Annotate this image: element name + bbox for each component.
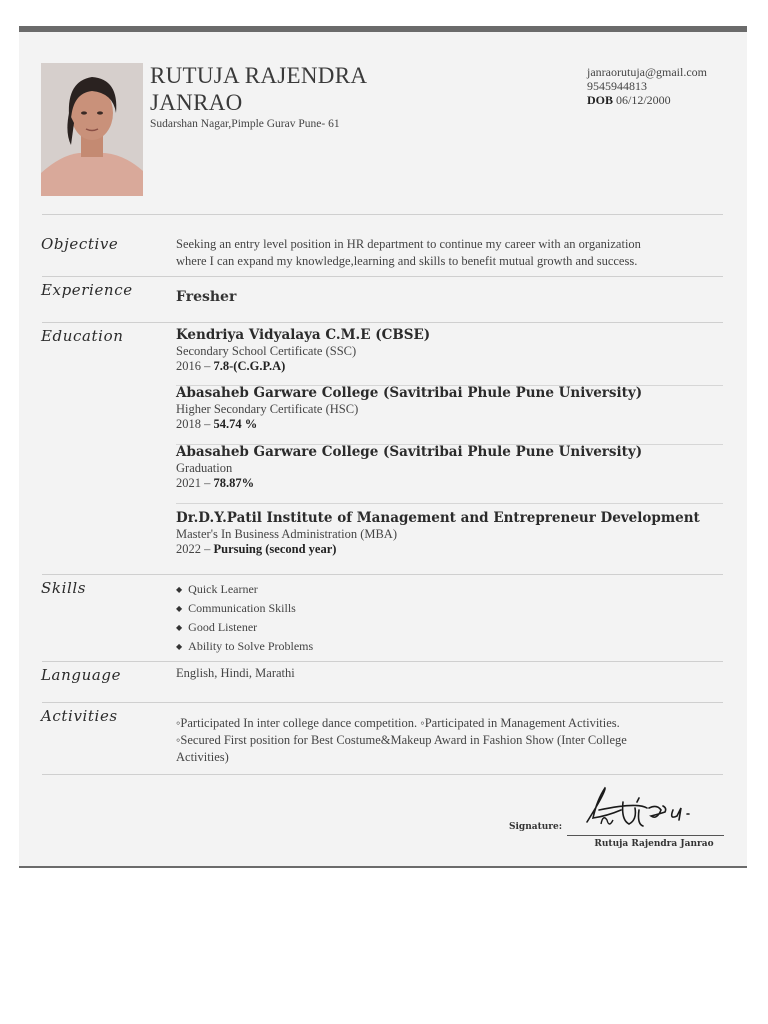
- divider: [42, 214, 723, 215]
- education-degree: Secondary School Certificate (SSC): [176, 344, 357, 358]
- bullet-icon: ◆: [176, 585, 183, 594]
- signature-name: Rutuja Rajendra Janrao: [594, 839, 714, 849]
- dob-value: 06/12/2000: [616, 93, 671, 107]
- email: janraorutuja@gmail.com: [587, 65, 708, 79]
- activities-line-3: Activities): [176, 750, 229, 764]
- skill-text: Communication Skills: [188, 601, 296, 615]
- education-year: [176, 359, 716, 374]
- education-degree: Higher Secondary Certificate (HSC): [176, 402, 359, 416]
- divider: [42, 774, 723, 775]
- skill-item: [176, 580, 313, 599]
- objective-text: [176, 236, 696, 270]
- skill-item: [176, 637, 313, 656]
- profile-photo: [41, 63, 143, 196]
- activities-text: [176, 715, 676, 766]
- language-label: Language: [41, 666, 122, 684]
- education-year-text: 2016 –: [176, 359, 211, 373]
- divider: [42, 574, 723, 575]
- signature-line: [567, 835, 724, 836]
- divider: [42, 322, 723, 323]
- skill-text: Quick Learner: [188, 582, 258, 596]
- signature-image: [577, 780, 717, 835]
- bullet-icon: ◆: [176, 642, 183, 651]
- education-institution: Kendriya Vidyalaya C.M.E (CBSE): [176, 327, 431, 343]
- skill-text: Ability to Solve Problems: [188, 639, 314, 653]
- signature-label: Signature:: [509, 822, 563, 832]
- education-degree: Master's In Business Administration (MBA): [176, 527, 397, 541]
- education-entry: [176, 384, 716, 432]
- objective-label: Objective: [41, 235, 119, 253]
- divider: [42, 276, 723, 277]
- education-divider: [176, 503, 723, 504]
- bullet-icon: ◆: [176, 604, 183, 613]
- dob-label: DOB: [587, 93, 614, 107]
- divider: [42, 661, 723, 662]
- education-year-text: 2021 –: [176, 476, 211, 490]
- education-degree: Graduation: [176, 461, 233, 475]
- education-year-text: 2022 –: [176, 542, 211, 556]
- experience-value: Fresher: [176, 289, 237, 305]
- education-year: [176, 542, 716, 557]
- activities-label: Activities: [41, 707, 118, 725]
- objective-line-1: Seeking an entry level position in HR department to continue my career with an organization: [176, 237, 641, 251]
- name-line-2: JANRAO: [150, 90, 243, 115]
- education-year: [176, 476, 716, 491]
- education-score: 7.8-(C.G.P.A): [213, 359, 286, 373]
- resume-sheet: [19, 26, 747, 868]
- phone: 9545944813: [587, 79, 647, 93]
- experience-label: Experience: [41, 281, 133, 299]
- education-score: 54.74 %: [213, 417, 258, 431]
- candidate-name: [150, 62, 450, 116]
- skill-text: Good Listener: [188, 620, 258, 634]
- address: Sudarshan Nagar,Pimple Gurav Pune- 61: [150, 118, 340, 130]
- education-year: [176, 417, 716, 432]
- activities-line-2: ◦Secured First position for Best Costume&Makeup Award in Fashion Show (Inter College: [176, 733, 627, 747]
- divider: [42, 702, 723, 703]
- dob: [587, 93, 707, 107]
- profile-photo-image: [41, 63, 143, 196]
- bullet-icon: ◆: [176, 623, 183, 632]
- language-value: English, Hindi, Marathi: [176, 666, 295, 680]
- education-institution: Dr.D.Y.Patil Institute of Management and Entrepreneur Development: [176, 510, 700, 526]
- education-institution: Abasaheb Garware College (Savitribai Phule Pune University): [176, 444, 643, 460]
- education-entry: [176, 509, 716, 557]
- education-label: Education: [41, 327, 124, 345]
- objective-line-2: where I can expand my knowledge,learning and skills to benefit mutual growth and success.: [176, 254, 638, 268]
- education-score: Pursuing (second year): [213, 542, 337, 556]
- contact-block: [587, 65, 707, 107]
- education-entry: [176, 443, 716, 491]
- name-line-1: RUTUJA RAJENDRA: [150, 63, 368, 88]
- skills-label: Skills: [41, 579, 87, 597]
- skills-list: [176, 580, 313, 656]
- skill-item: [176, 618, 313, 637]
- activities-line-1: ◦Participated In inter college dance competition. ◦Participated in Management Activities.: [176, 716, 620, 730]
- education-score: 78.87%: [213, 476, 255, 490]
- education-entry: [176, 326, 716, 374]
- education-year-text: 2018 –: [176, 417, 211, 431]
- skill-item: [176, 599, 313, 618]
- education-institution: Abasaheb Garware College (Savitribai Phule Pune University): [176, 385, 643, 401]
